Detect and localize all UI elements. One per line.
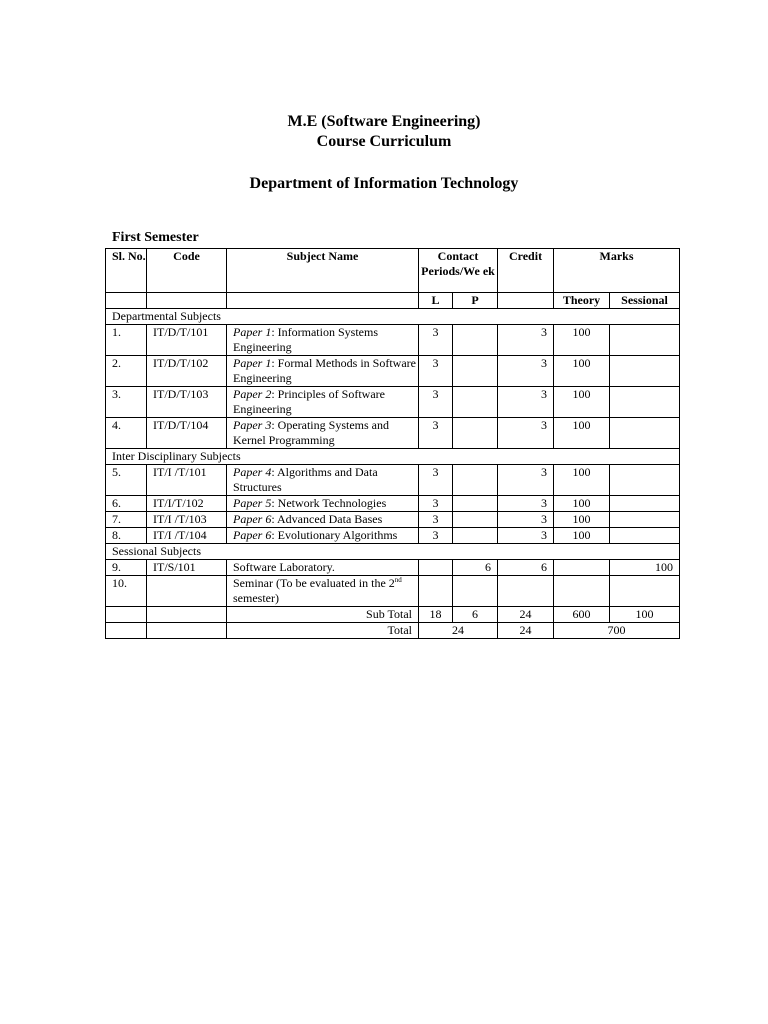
subject-name [227,528,419,544]
credit [498,576,554,607]
credit: 3 [498,356,554,387]
subject-code: IT/S/101 [147,560,227,576]
header-sl: Sl. No. [106,249,147,293]
table-row [106,465,680,496]
theory-marks: 100 [554,465,610,496]
subheader-row [106,293,680,309]
seminar-text-after: semester) [233,591,279,605]
section-title: Sessional Subjects [106,544,680,560]
subject-title: : Network Technologies [271,496,387,510]
theory-marks: 100 [554,325,610,356]
practical-periods [453,418,498,449]
subject-code: IT/I /T/104 [147,528,227,544]
lecture-periods: 3 [419,465,453,496]
semester-heading: First Semester [112,230,199,245]
paper-label: Paper 6 [233,528,272,542]
header-contact-periods: Contact Periods/We ek [419,249,498,293]
lecture-periods: 3 [419,512,453,528]
sl-no: 5. [106,465,147,496]
subject-title: : Algorithms and Data Structures [233,465,378,494]
sessional-marks [610,576,680,607]
credit: 6 [498,560,554,576]
table-row [106,496,680,512]
lecture-periods: 3 [419,356,453,387]
credit: 3 [498,512,554,528]
document-subtitle: Course Curriculum [316,133,452,150]
credit: 3 [498,465,554,496]
theory-marks: 100 [554,496,610,512]
sessional-marks [610,465,680,496]
practical-periods [453,465,498,496]
empty-cell [147,607,227,623]
subtotal-label: Sub Total [227,607,419,623]
subject-name [227,560,419,576]
table-row [106,325,680,356]
sl-no: 4. [106,418,147,449]
subject-name [227,356,419,387]
sl-no: 6. [106,496,147,512]
subject-name [227,387,419,418]
section-row [106,309,680,325]
subject-code: IT/D/T/104 [147,418,227,449]
total-row [106,623,680,639]
subject-title: : Principles of Software Engineering [233,387,385,416]
curriculum-table [105,248,680,639]
lecture-periods [419,560,453,576]
sessional-marks [610,496,680,512]
sessional-marks [610,512,680,528]
header-code: Code [147,249,227,293]
sessional-marks [610,418,680,449]
theory-marks: 100 [554,387,610,418]
sessional-marks [610,387,680,418]
practical-periods [453,325,498,356]
empty-cell [147,623,227,639]
subject-title: : Evolutionary Algorithms [271,528,398,542]
subject-name [227,465,419,496]
subject-title: : Operating Systems and Kernel Programming [233,418,389,447]
paper-label: Paper 6 [233,512,272,526]
practical-periods [453,576,498,607]
table-row [106,356,680,387]
credit: 3 [498,418,554,449]
subject-name [227,418,419,449]
sl-no: 9. [106,560,147,576]
subject-name [227,512,419,528]
sl-no: 8. [106,528,147,544]
theory-marks [554,560,610,576]
empty-cell [106,607,147,623]
table-row [106,528,680,544]
subject-code: IT/I/T/102 [147,496,227,512]
paper-label: Paper 3 [233,418,272,432]
sessional-marks [610,528,680,544]
section-title: Inter Disciplinary Subjects [106,449,680,465]
subject-name [227,496,419,512]
table-row [106,387,680,418]
sessional-marks [610,356,680,387]
lecture-periods [419,576,453,607]
table-row [106,418,680,449]
total-marks: 700 [554,623,680,639]
practical-periods [453,528,498,544]
subject-code: IT/D/T/103 [147,387,227,418]
subject-name [227,325,419,356]
lecture-periods: 3 [419,496,453,512]
subject-title: : Formal Methods in Software Engineering [233,356,416,385]
department-heading: Department of Information Technology [249,175,519,192]
subject-title: Software Laboratory. [233,560,335,574]
credit: 3 [498,325,554,356]
lecture-periods: 3 [419,325,453,356]
subtotal-theory: 600 [554,607,610,623]
header-l: L [419,293,453,309]
credit: 3 [498,528,554,544]
sl-no: 2. [106,356,147,387]
theory-marks [554,576,610,607]
subject-code: IT/D/T/101 [147,325,227,356]
table-row [106,512,680,528]
theory-marks: 100 [554,418,610,449]
table-row [106,576,680,607]
lecture-periods: 3 [419,387,453,418]
header-p: P [453,293,498,309]
subtotal-sessional: 100 [610,607,680,623]
subtotal-p: 6 [453,607,498,623]
subject-name [227,576,419,607]
theory-marks: 100 [554,512,610,528]
seminar-text: Seminar (To be evaluated in the 2 [233,576,395,590]
practical-periods [453,387,498,418]
empty-cell [106,623,147,639]
paper-label: Paper 5 [233,496,272,510]
header-theory: Theory [554,293,610,309]
header-credit: Credit [498,249,554,293]
section-row [106,449,680,465]
sl-no: 1. [106,325,147,356]
paper-label: Paper 4 [233,465,272,479]
credit: 3 [498,496,554,512]
header-subject: Subject Name [227,249,419,293]
total-label: Total [227,623,419,639]
practical-periods [453,512,498,528]
subject-title: : Advanced Data Bases [271,512,383,526]
section-title: Departmental Subjects [106,309,680,325]
subtotal-row [106,607,680,623]
header-sessional: Sessional [610,293,680,309]
paper-label: Paper 1 [233,325,272,339]
sessional-marks [610,325,680,356]
subject-code: IT/D/T/102 [147,356,227,387]
sl-no: 10. [106,576,147,607]
subject-code: IT/I /T/101 [147,465,227,496]
total-credit: 24 [498,623,554,639]
practical-periods [453,496,498,512]
subtotal-credit: 24 [498,607,554,623]
subject-code [147,576,227,607]
theory-marks: 100 [554,528,610,544]
sl-no: 7. [106,512,147,528]
subject-title: : Information Systems Engineering [233,325,378,354]
theory-marks: 100 [554,356,610,387]
section-row [106,544,680,560]
seminar-sup: nd [394,576,402,584]
subject-code: IT/I /T/103 [147,512,227,528]
table-row [106,560,680,576]
lecture-periods: 3 [419,418,453,449]
header-marks: Marks [554,249,680,293]
paper-label: Paper 2 [233,387,272,401]
header-row [106,249,680,293]
credit: 3 [498,387,554,418]
subtotal-l: 18 [419,607,453,623]
lecture-periods: 3 [419,528,453,544]
practical-periods [453,356,498,387]
sl-no: 3. [106,387,147,418]
paper-label: Paper 1 [233,356,272,370]
sessional-marks: 100 [610,560,680,576]
total-periods: 24 [419,623,498,639]
practical-periods: 6 [453,560,498,576]
document-title: M.E (Software Engineering) [287,113,481,130]
